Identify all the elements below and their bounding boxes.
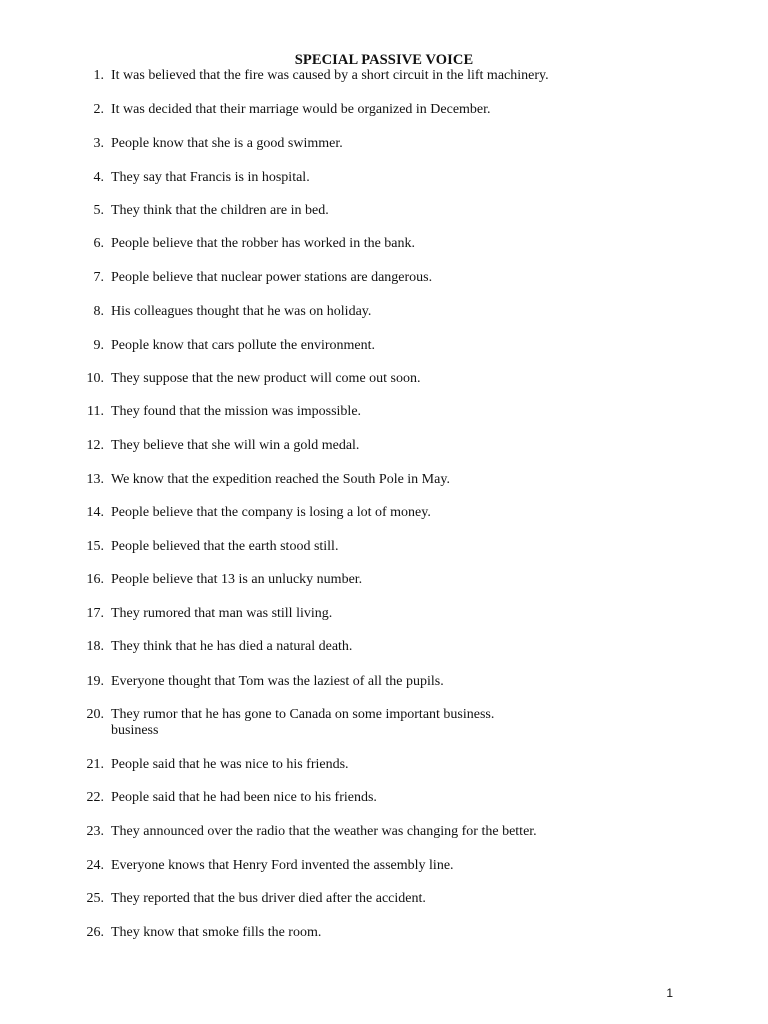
item-number: 25.: [86, 891, 104, 906]
item-text: They believe that she will win a gold medal.: [111, 438, 360, 453]
item-number: 7.: [93, 270, 104, 285]
item-number: 22.: [86, 790, 104, 805]
item-text: We know that the expedition reached the South Pole in May.: [111, 472, 450, 487]
item-text: People know that cars pollute the environment.: [111, 338, 375, 353]
item-number: 16.: [86, 572, 104, 587]
item-number: 17.: [86, 606, 104, 621]
item-text: They know that smoke fills the room.: [111, 925, 322, 940]
item-number: 21.: [86, 757, 104, 772]
item-text: They suppose that the new product will come out soon.: [111, 371, 421, 386]
item-text: People believed that the earth stood still.: [111, 539, 339, 554]
item-text: They think that the children are in bed.: [111, 203, 329, 218]
item-text-continuation: business: [111, 723, 159, 738]
item-text: They reported that the bus driver died after the accident.: [111, 891, 426, 906]
item-number: 24.: [86, 858, 104, 873]
item-number: 9.: [93, 338, 104, 353]
item-text: [111, 707, 671, 739]
item-number: 20.: [86, 707, 104, 722]
item-text: It was decided that their marriage would be organized in December.: [111, 102, 491, 117]
item-number: 5.: [93, 203, 104, 218]
item-text: People know that she is a good swimmer.: [111, 136, 343, 151]
item-text: People said that he was nice to his friends.: [111, 757, 349, 772]
item-number: 13.: [86, 472, 104, 487]
item-text: People believe that the company is losing a lot of money.: [111, 505, 431, 520]
item-number: 18.: [86, 639, 104, 654]
item-text: Everyone knows that Henry Ford invented the assembly line.: [111, 858, 454, 873]
item-text: They rumored that man was still living.: [111, 606, 333, 621]
item-text: His colleagues thought that he was on holiday.: [111, 304, 372, 319]
item-text: It was believed that the fire was caused by a short circuit in the lift machinery.: [111, 68, 549, 83]
page-number: 1: [666, 986, 673, 1000]
item-number: 3.: [93, 136, 104, 151]
item-number: 4.: [93, 170, 104, 185]
item-number: 10.: [86, 371, 104, 386]
item-text-line: They rumor that he has gone to Canada on some important business.: [111, 707, 495, 722]
item-number: 19.: [86, 674, 104, 689]
item-number: 12.: [86, 438, 104, 453]
item-number: 1.: [93, 68, 104, 83]
item-text: They announced over the radio that the weather was changing for the better.: [111, 824, 537, 839]
item-text: People believe that 13 is an unlucky number.: [111, 572, 363, 587]
item-number: 14.: [86, 505, 104, 520]
item-number: 26.: [86, 925, 104, 940]
document-title: SPECIAL PASSIVE VOICE: [294, 52, 474, 68]
item-text: People believe that nuclear power stations are dangerous.: [111, 270, 433, 285]
item-number: 8.: [93, 304, 104, 319]
item-text: They say that Francis is in hospital.: [111, 170, 310, 185]
item-text: People believe that the robber has worked in the bank.: [111, 236, 416, 251]
item-number: 15.: [86, 539, 104, 554]
item-number: 23.: [86, 824, 104, 839]
item-number: 2.: [93, 102, 104, 117]
item-number: 6.: [93, 236, 104, 251]
item-text: Everyone thought that Tom was the laziest of all the pupils.: [111, 674, 444, 689]
item-text: They think that he has died a natural death.: [111, 639, 353, 654]
item-text: People said that he had been nice to his friends.: [111, 790, 377, 805]
item-number: 11.: [87, 404, 104, 419]
item-text: They found that the mission was impossible.: [111, 404, 362, 419]
